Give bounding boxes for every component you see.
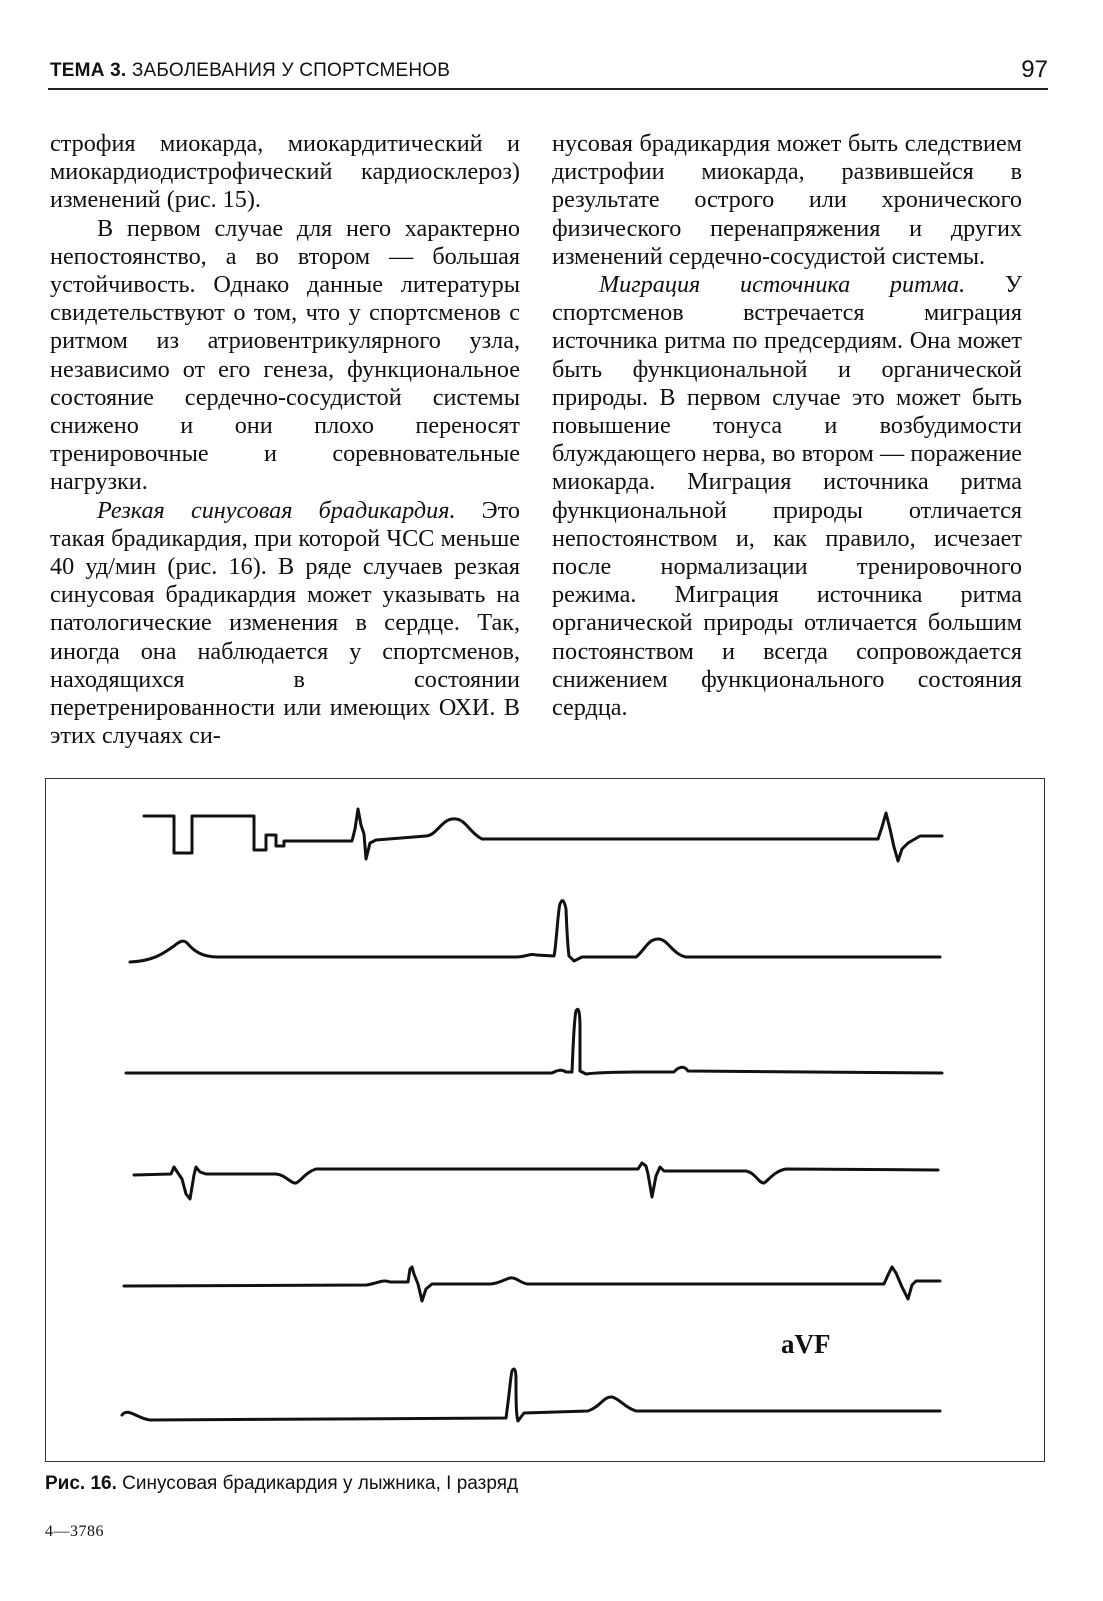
- text-column-left: [50, 130, 520, 750]
- ecg-figure: [45, 778, 1045, 1462]
- paragraph-text: У спортсменов встречается миграция источника ритма по предсердиям. Она может быть функциональной и органической природы. В первом случае это может быть повышение тонуса и возбудимости блуждающего нерва, во втором — поражение миокарда. Миграция источника ритма функциональной природы отличается непостоянством и, как правило, исчезает после нормализации тренировочного режима. Миграция источника ритма органической природы отличается большим постоянством и всегда сопровождается снижением функционального состояния сердца.: [552, 271, 1023, 722]
- running-title: [50, 60, 450, 82]
- ecg-trace-5: [124, 1267, 940, 1301]
- ecg-trace-2: [130, 901, 940, 962]
- paragraph: В первом случае для него характерно непостоянство, а во втором — большая устойчивость. Однако данные литературы свидетельствуют о том, что у спортсменов с ритмом из атриовентрикулярного узла, независимо от его генеза, функциональное состояние сердечно-сосудистой системы снижено и они плохо переносят тренировочные и соревновательные нагрузки.: [50, 214, 520, 496]
- page-number: 97: [1021, 56, 1048, 83]
- section-heading: Миграция источника ритма.: [599, 271, 966, 299]
- ecg-traces: [46, 779, 1046, 1463]
- text-column-right: [552, 130, 1022, 722]
- figure-caption: [45, 1473, 518, 1495]
- paragraph-text: Это такая брадикардия, при которой ЧСС меньше 40 уд/мин (рис. 16). В ряде случаев резкая синусовая брадикардия может указывать на патологические изменения в сердце. Так, иногда она наблюдается у спортсменов, находящихся в состоянии перетренированности или имеющих ОХИ. В этих случаях си-: [50, 496, 520, 750]
- caption-label: Рис. 16.: [45, 1473, 117, 1494]
- lead-label: aVF: [781, 1329, 831, 1359]
- caption-text: Синусовая брадикардия у лыжника, I разряд: [116, 1473, 519, 1494]
- printer-signature: 4—3786: [45, 1523, 104, 1540]
- page-header: [48, 52, 1048, 90]
- paragraph: [552, 271, 1022, 722]
- ecg-trace-1: [144, 809, 942, 861]
- ecg-trace-3: [126, 1009, 942, 1074]
- ecg-trace-4: [134, 1163, 938, 1199]
- ecg-trace-6: [122, 1369, 940, 1421]
- paragraph: нусовая брадикардия может быть следствием дистрофии миокарда, развившейся в результате острого или хронического физического перенапряжения и других изменений сердечно-сосудистой системы.: [552, 130, 1022, 270]
- topic-label: ТЕМА 3.: [50, 60, 127, 81]
- topic-title: ЗАБОЛЕВАНИЯ У СПОРТСМЕНОВ: [131, 60, 451, 81]
- section-heading: Резкая синусовая брадикардия.: [97, 496, 456, 524]
- paragraph: строфия миокарда, миокардитический и миокардиодистрофический кардиосклероз) изменений (рис. 15).: [50, 130, 520, 214]
- paragraph: [50, 497, 520, 751]
